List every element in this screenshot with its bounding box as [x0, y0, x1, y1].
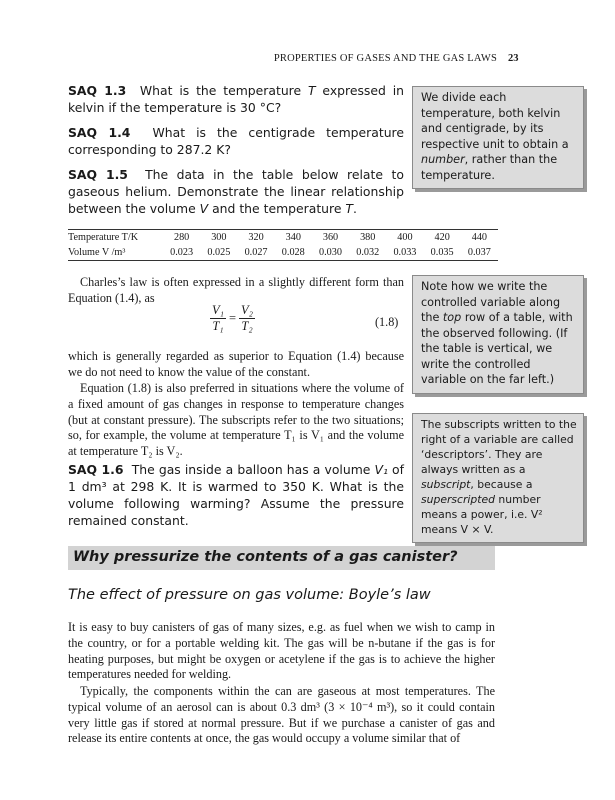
saq-label: SAQ 1.6	[68, 462, 124, 477]
saq-text: The gas inside a balloon has a volume	[131, 462, 375, 477]
saq-label: SAQ 1.4	[68, 125, 131, 140]
body-paragraph-2: Typically, the components within the can are gaseous at most temperatures. The typical volume of an aerosol can is about 0.3 dm³ (3 × 10⁻⁴ m³), so it could contain very little gas if stored at normal pressure. But if we purchase a canister of gas and release its entire contents at once, the gas would occupy a volume similar that of	[68, 684, 495, 746]
var-v: V	[199, 201, 209, 216]
note-text: The subscripts written to the right of a variable are called ‘descriptors’. They are always written as a	[421, 418, 577, 476]
fraction-left	[210, 303, 226, 334]
numerator: V₁	[212, 303, 224, 317]
equals-sign: =	[228, 311, 237, 325]
table-cell: 0.027	[237, 245, 274, 261]
table-row	[68, 245, 498, 261]
note-text: We divide each temperature, both kelvin and centigrade, by its respective unit to obtain a	[421, 91, 569, 151]
page-number: 23	[508, 53, 519, 64]
note-text: number means a power, i.e. V² means V × V.	[421, 493, 543, 536]
table-cell: 0.037	[461, 245, 498, 261]
table-cell: 400	[386, 230, 423, 246]
table-cell: 0.032	[349, 245, 386, 261]
margin-note-table	[412, 275, 584, 394]
saq-label: SAQ 1.3	[68, 83, 127, 98]
margin-note-units	[412, 86, 584, 189]
note-text: Note how we write the controlled variable along the	[421, 280, 561, 324]
note-emphasis: top	[442, 311, 462, 324]
table-cell: 280	[163, 230, 200, 246]
saq-1-3	[68, 82, 404, 116]
table-cell: 420	[424, 230, 461, 246]
margin-note-descriptors	[412, 413, 584, 543]
row-label: Temperature T/K	[68, 230, 163, 246]
table-cell: 0.035	[424, 245, 461, 261]
table-cell: 0.023	[163, 245, 200, 261]
table-cell: 300	[200, 230, 237, 246]
note-emphasis: superscripted	[421, 493, 495, 506]
saq-label: SAQ 1.5	[68, 167, 128, 182]
subsection-heading: The effect of pressure on gas volume: Boyle’s law	[68, 587, 431, 603]
var-t: T	[307, 83, 316, 98]
note-text: row of a table, with the observed following. (If the table is vertical, we write the controlled variable on the far left.)	[421, 311, 573, 386]
denominator: T₁	[212, 319, 224, 333]
var-t: T	[345, 201, 353, 216]
note-text: , because a	[470, 478, 533, 491]
table-cell: 0.025	[200, 245, 237, 261]
saq-1-5	[68, 166, 404, 217]
table-row	[68, 230, 498, 246]
fraction-right	[239, 303, 255, 334]
saq-text: What is the temperature	[139, 83, 308, 98]
row-label: Volume V /m³	[68, 245, 163, 261]
saq-text: .	[353, 201, 357, 216]
table-cell: 320	[237, 230, 274, 246]
running-title: PROPERTIES OF GASES AND THE GAS LAWS	[273, 53, 497, 64]
equation-1-8	[210, 303, 255, 334]
table-cell: 0.028	[275, 245, 312, 261]
table-cell: 440	[461, 230, 498, 246]
note-text: , rather than the temperature.	[421, 153, 558, 182]
paragraph-superior: which is generally regarded as superior to Equation (1.4) because we do not need to know the value of the constant.	[68, 349, 404, 379]
saq-1-4	[68, 124, 404, 158]
helium-data-table	[68, 229, 498, 261]
table-cell: 0.033	[386, 245, 423, 261]
saq-1-6	[68, 461, 404, 529]
saq-text: What is the centigrade temperature corresponding to 287.2 K?	[68, 125, 404, 157]
note-emphasis: number	[421, 153, 465, 166]
note-emphasis: subscript	[421, 478, 471, 491]
saq-text: The data in the table below relate to gaseous helium. Demonstrate the linear relationship between the volume	[68, 167, 404, 216]
paragraph-preferred: Equation (1.8) is also preferred in situations where the volume of a fixed amount of gas changes in response to temperature changes (but at constant pressure). The subscripts refer to the two situations; so, for example, the volume at temperature T₁ is V₁ and the volume at temperature T₂ is V₂.	[68, 381, 404, 459]
body-paragraph-1: It is easy to buy canisters of gas of many sizes, e.g. as fuel when we wish to camp in the country, or for a portable welding kit. The gas will be n-butane if the gas is for heating purposes, but might be oxygen or acetylene if the gas is to achieve the higher temperatures needed for welding.	[68, 620, 495, 682]
table-cell: 0.030	[312, 245, 349, 261]
section-heading: Why pressurize the contents of a gas canister?	[68, 546, 495, 570]
var-v1: V₁	[374, 462, 388, 477]
numerator: V₂	[241, 303, 254, 317]
saq-text: of 1 dm³ at 298 K. It is warmed to 350 K. What is the volume following warming? Assume the pressure remained constant.	[68, 462, 404, 528]
table-cell: 360	[312, 230, 349, 246]
equation-number: (1.8)	[375, 315, 399, 329]
saq-text: expressed in kelvin if the temperature is 30 °C?	[68, 83, 404, 115]
table-cell: 340	[275, 230, 312, 246]
table-cell: 380	[349, 230, 386, 246]
paragraph-charles: Charles’s law is often expressed in a slightly different form than Equation (1.4), as	[68, 275, 404, 305]
saq-text: and the temperature	[208, 201, 346, 216]
denominator: T₂	[241, 319, 253, 333]
